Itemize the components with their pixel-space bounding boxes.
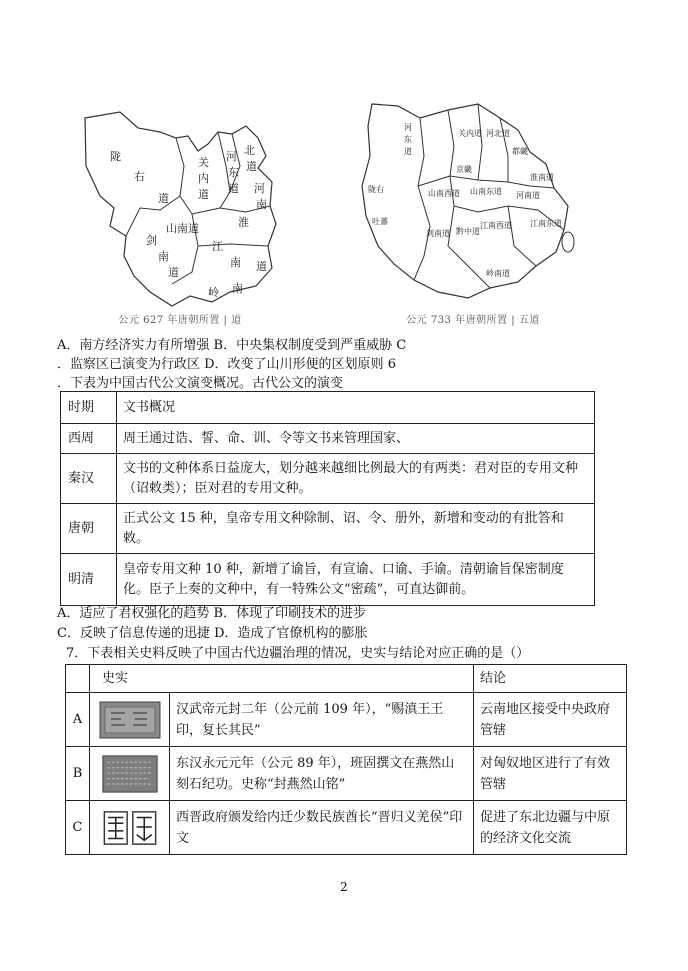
row-text: 文书的文种体系日益庞大，划分越来越细比例最大的有两类：君对臣的专用文种（诏敕类）；臣对君的专用文种。	[117, 454, 595, 504]
svg-text:道: 道	[256, 260, 267, 273]
svg-text:陇: 陇	[110, 150, 121, 163]
svg-text:河北道: 河北道	[486, 129, 510, 138]
row-period: 秦汉	[61, 454, 117, 504]
row-image	[90, 693, 170, 747]
svg-text:淮南道: 淮南道	[530, 173, 554, 182]
map-733-caption: 公元 733 年唐朝所置 | 五道	[406, 315, 540, 326]
svg-text:剑南道: 剑南道	[426, 229, 450, 238]
svg-text:南: 南	[158, 250, 169, 263]
svg-text:都畿: 都畿	[512, 147, 528, 156]
row-text: 皇帝专用文种 10 种，新增了谕旨，有宣谕、口谕、手谕。清朝谕旨保密制度化。臣子上奏的文种中，有一特殊公文“密疏”，可直达御前。	[117, 554, 595, 606]
svg-text:河: 河	[404, 123, 412, 132]
table-row	[61, 504, 595, 554]
row-conclusion: 促进了东北边疆与中原的经济文化交流	[474, 801, 627, 855]
svg-text:关内道: 关内道	[458, 129, 482, 138]
svg-text:内: 内	[198, 172, 209, 185]
table-row	[66, 747, 627, 801]
row-fact: 西晋政府颁发给内迁少数民族酋长“晋归义羌侯”印文	[170, 801, 474, 855]
row-period: 唐朝	[61, 504, 117, 554]
row-label: B	[66, 747, 90, 801]
stone-inscription-image	[99, 755, 161, 793]
q5-options-line2: ．监察区已演变为行政区 D．改变了山川形便的区划原则 6	[57, 357, 396, 372]
seal-impression-image	[99, 701, 161, 739]
table-header-row	[61, 392, 595, 424]
header-conclusion: 结论	[474, 665, 627, 693]
page-number: 2	[340, 880, 348, 894]
table-row	[66, 693, 627, 747]
map-tang-627	[80, 96, 280, 326]
header-fact: 史实	[90, 665, 474, 693]
table-row	[61, 424, 595, 454]
svg-text:江南西道: 江南西道	[480, 221, 512, 230]
row-conclusion: 对匈奴地区进行了有效管辖	[474, 747, 627, 801]
row-text: 正式公文 15 种，皇帝专用文种除制、诏、令、册外，新增和变动的有批答和敕。	[117, 504, 595, 554]
row-image	[90, 747, 170, 801]
svg-text:北: 北	[244, 144, 255, 157]
table-row	[61, 454, 595, 504]
svg-text:道: 道	[168, 266, 179, 279]
row-period: 西周	[61, 424, 117, 454]
q6-options-line2: C．反映了信息传递的迅捷 D．造成了官僚机构的膨胀	[57, 626, 368, 641]
header-overview: 文书概况	[117, 392, 595, 424]
svg-text:剑: 剑	[146, 234, 157, 247]
svg-text:江南东道: 江南东道	[530, 219, 562, 228]
map-733-drawing	[358, 96, 588, 311]
svg-text:右: 右	[134, 170, 145, 183]
row-label: A	[66, 693, 90, 747]
svg-text:河: 河	[254, 182, 265, 195]
svg-text:江: 江	[212, 240, 223, 253]
svg-text:京畿: 京畿	[456, 165, 472, 174]
row-period: 明清	[61, 554, 117, 606]
svg-text:关: 关	[198, 156, 209, 169]
svg-text:河南道: 河南道	[516, 191, 540, 200]
header-period: 时期	[61, 392, 117, 424]
row-fact: 东汉永元元年（公元 89 年），班固撰文在燕然山刻石纪功。史称“封燕然山铭”	[170, 747, 474, 801]
row-image	[90, 801, 170, 855]
svg-text:岭: 岭	[208, 286, 219, 299]
q6-options-line1: A．适应了君权强化的趋势 B．体现了印刷技术的进步	[57, 606, 367, 621]
map-627-caption: 公元 627 年唐朝所置 | 道	[118, 315, 242, 326]
svg-text:陇右: 陇右	[368, 185, 384, 194]
svg-text:岭南道: 岭南道	[486, 269, 510, 278]
svg-text:道: 道	[246, 160, 257, 173]
document-evolution-table	[60, 391, 595, 606]
q6-stem: ．下表为中国古代公文演变概况。古代公文的演变	[57, 376, 344, 391]
table-row	[61, 554, 595, 606]
row-text: 周王通过诰、誓、命、训、令等文书来管理国家、	[117, 424, 595, 454]
svg-text:山南东道: 山南东道	[470, 187, 502, 196]
svg-text:道: 道	[198, 188, 209, 201]
svg-text:南: 南	[232, 282, 243, 295]
svg-text:道: 道	[404, 147, 412, 156]
svg-text:东: 东	[404, 135, 412, 144]
svg-text:南: 南	[230, 256, 241, 269]
table-row	[66, 801, 627, 855]
svg-text:道: 道	[158, 192, 169, 205]
svg-text:东: 东	[228, 166, 239, 179]
table-header-row	[66, 665, 627, 693]
svg-text:道: 道	[228, 182, 239, 195]
svg-text:吐蕃: 吐蕃	[372, 217, 388, 226]
q7-stem: 7．下表相关史料反映了中国古代边疆治理的情况，史实与结论对应正确的是（）	[66, 646, 530, 661]
svg-text:山南西道: 山南西道	[428, 189, 460, 198]
row-fact: 汉武帝元封二年（公元前 109 年），“赐滇王王印，复长其民”	[170, 693, 474, 747]
row-label: C	[66, 801, 90, 855]
svg-text:黔中道: 黔中道	[456, 227, 480, 236]
svg-text:山南道: 山南道	[166, 222, 199, 235]
q5-options-line1: A．南方经济实力有所增强 B．中央集权制度受到严重威胁 C	[57, 338, 407, 353]
seal-script-image	[99, 809, 161, 847]
map-627-drawing	[80, 96, 280, 311]
frontier-governance-table	[65, 664, 627, 855]
row-conclusion: 云南地区接受中央政府管辖	[474, 693, 627, 747]
map-tang-733	[358, 96, 588, 326]
svg-text:南: 南	[256, 198, 267, 211]
svg-text:河: 河	[226, 150, 237, 163]
svg-text:淮: 淮	[238, 216, 249, 229]
